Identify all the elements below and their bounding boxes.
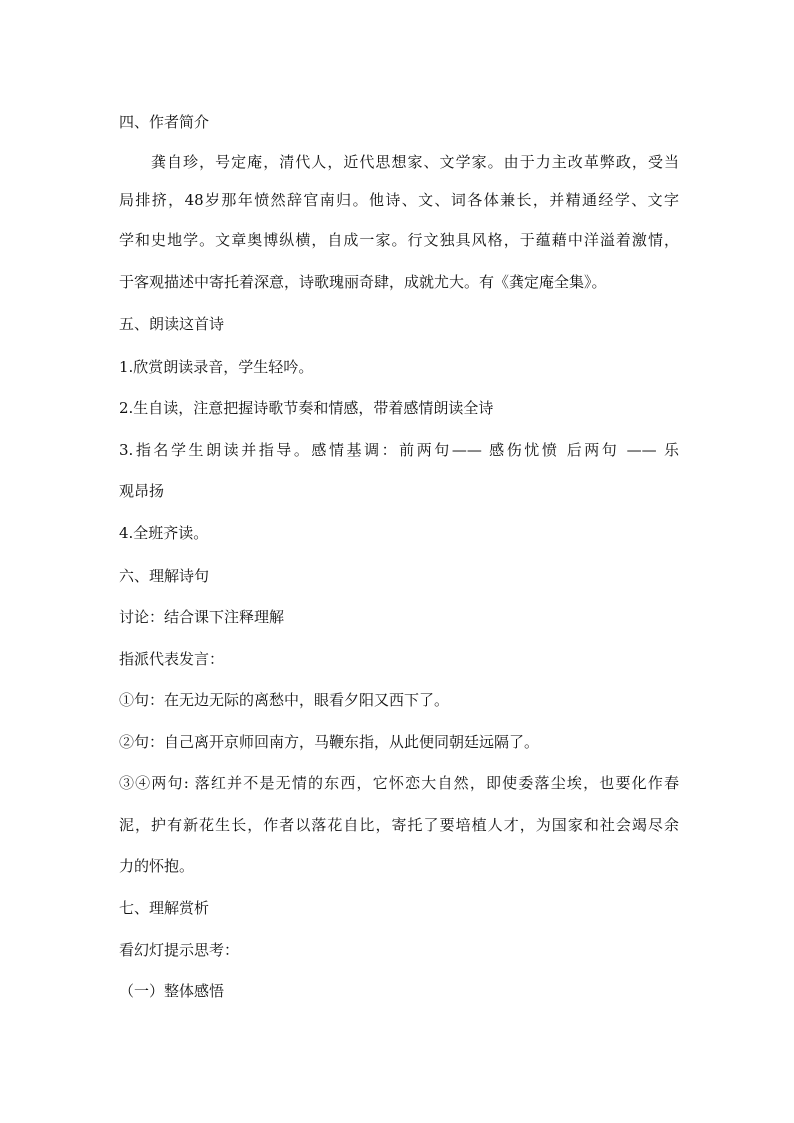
list-item: ①句：在无边无际的离愁中，眼看夕阳又西下了。 xyxy=(119,691,450,709)
subsection-heading: （一）整体感悟 xyxy=(119,982,225,1000)
paragraph-line: 学和史地学。文章奥博纵横，自成一家。行文独具风格，于蕴藉中洋溢着激情， xyxy=(119,231,679,249)
section-heading-author-intro: 四、作者简介 xyxy=(119,113,210,131)
paragraph-line: 龚自珍，号定庵，清代人，近代思想家、文学家。由于力主改革弊政，受当 xyxy=(151,153,679,171)
list-item: 4.全班齐读。 xyxy=(119,524,209,542)
list-item-continuation: 力的怀抱。 xyxy=(119,857,195,875)
list-item-continuation: 观昂扬 xyxy=(119,482,165,500)
list-item-continuation: 泥，护有新花生长，作者以落花自比，寄托了要培植人才，为国家和社会竭尽余 xyxy=(119,816,679,834)
list-item: 2.生自读，注意把握诗歌节奏和情感，带着感情朗读全诗 xyxy=(119,399,494,417)
list-item: ②句：自己离开京师回南方，马鞭东指，从此便同朝廷远隔了。 xyxy=(119,733,540,751)
list-item: ③④两句: 落红并不是无情的东西，它怀恋大自然，即使委落尘埃，也要化作春 xyxy=(119,774,679,792)
list-item: 3.指名学生朗读并指导。感情基调：前两句—— 感伤忧愤 后两句 —— 乐 xyxy=(119,441,679,459)
paragraph-line: 于客观描述中寄托着深意，诗歌瑰丽奇肆，成就尤大。有《龚定庵全集》。 xyxy=(119,273,607,291)
list-item: 1.欣赏朗读录音，学生轻吟。 xyxy=(119,358,314,376)
paragraph-line: 看幻灯提示思考： xyxy=(119,941,240,959)
section-heading-understand-lines: 六、理解诗句 xyxy=(119,567,210,585)
paragraph-line: 指派代表发言： xyxy=(119,650,225,668)
section-heading-appreciation: 七、理解赏析 xyxy=(119,899,210,917)
section-heading-read-poem: 五、朗读这首诗 xyxy=(119,315,225,333)
paragraph-line: 局排挤，48岁那年愤然辞官南归。他诗、文、词各体兼长，并精通经学、文字 xyxy=(119,191,679,209)
paragraph-line: 讨论：结合课下注释理解 xyxy=(119,608,285,626)
